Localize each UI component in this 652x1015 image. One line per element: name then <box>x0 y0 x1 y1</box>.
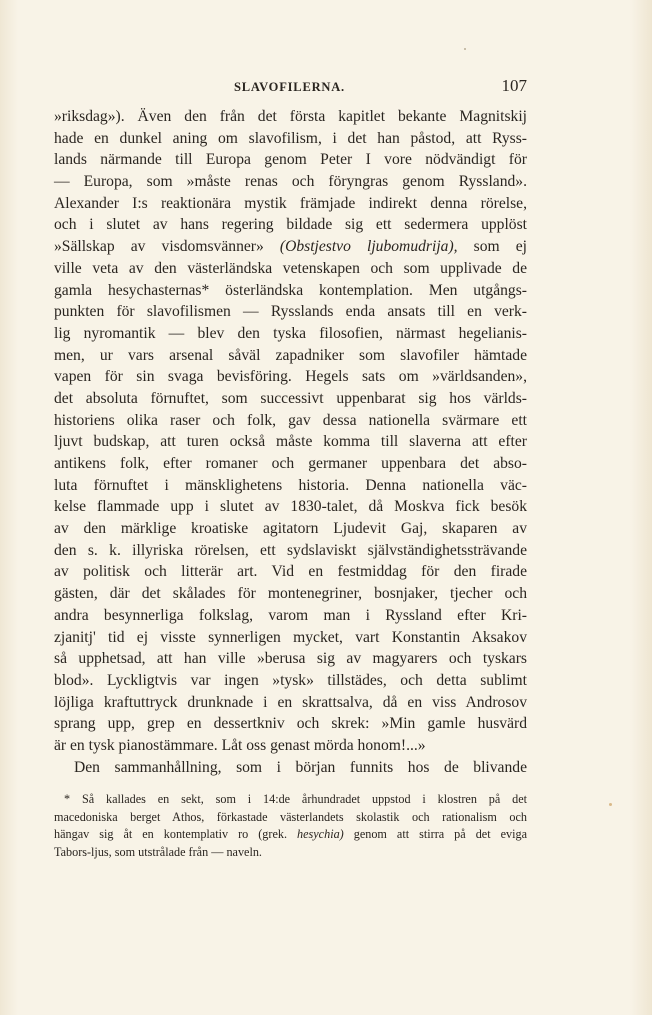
italic-phrase: (Obstjestvo ljubomudrija), <box>279 238 458 256</box>
text-line: det absoluta förnuftet, som successivt uppenbarat sig hos världs- <box>54 389 527 407</box>
footnote-line: Tabors-ljus, som utstrålade från — naveln. <box>54 844 262 859</box>
text-line: är en tysk pianostämmare. Låt oss genast mörda honom!...» <box>54 736 426 754</box>
text-line: lig nyromantik — blev den tyska filosofien, närmast hegelianis- <box>54 324 527 342</box>
text-line: och i slutet av hans regering bildade sig ett sedermera upplöst <box>54 216 527 234</box>
running-title: SLAVOFILERNA. <box>234 80 345 94</box>
text-line: andra besynnerliga folkslag, varom man i Ryssland efter Kri- <box>54 606 527 624</box>
text-line: av den märklige kroatiske agitatorn Ljudevit Gaj, skaparen av <box>54 520 527 538</box>
text-line: ville veta av den västerländska vetenskapen och som upplivade de <box>54 259 527 277</box>
text-line: sprang upp, grep en dessertkniv och skrek: »Min gamle husvärd <box>54 715 527 733</box>
text-line: ljuvt budskap, att turen också måste komma till slaverna att efter <box>54 433 527 451</box>
paper-speck <box>609 803 612 806</box>
body-text <box>54 106 527 778</box>
text-line: vapen för sin svaga bevisföring. Hegels sats om »världsanden», <box>54 368 527 386</box>
text-line: lands närmande till Europa genom Peter I vore nödvändigt för <box>54 151 527 169</box>
text-line: av politisk och litterär art. Vid en festmiddag för den firade <box>54 563 527 581</box>
text-line: blod». Lyckligtvis var ingen »tysk» tillstädes, och detta sublimt <box>54 671 527 689</box>
footnote-line-with-italic: hängav sig åt en kontemplativ ro (grek. hesychia) genom att stirra på det eviga <box>54 827 527 841</box>
footnote-line: macedoniska berget Athos, förkastade västerlandets skolastik och rationalism och <box>54 809 527 824</box>
text-line: kelse flammade upp i slutet av 1830-talet, då Moskva fick besök <box>54 498 527 516</box>
text-line: zjanitj' tid ej visste synnerligen mycket, vart Konstantin Aksakov <box>54 628 527 646</box>
text-line: Den sammanhållning, som i början funnits hos de blivande <box>74 758 527 776</box>
text-line: punkten för slavofilismen — Rysslands enda ansats till en verk- <box>54 303 527 321</box>
text-line: löjliga kraftuttryck drunknade i en skrattsalva, då en viss Androsov <box>54 693 527 711</box>
text-line: hade en dunkel aning om slavofilism, i det han påstod, att Ryss- <box>54 129 527 147</box>
text-line: historiens olika raser och folk, gav dessa nationella svärmare ett <box>54 411 527 429</box>
italic-phrase: hesychia) <box>297 827 344 841</box>
text-line: »riksdag»). Även den från det första kapitlet bekante Magnitskij <box>54 108 527 125</box>
text-line-with-italic: »Sällskap av visdomsvänner» (Obstjestvo ljubomudrija), som ej <box>54 238 527 256</box>
footnote-line: * Så kallades en sekt, som i 14:de århundradet uppstod i klostren på det <box>64 792 527 806</box>
text-line: antikens folk, efter romaner och germaner uppenbara det abso- <box>54 455 527 472</box>
text-line: men, ur vars arsenal såväl zapadniker som slavofiler hämtade <box>54 346 527 364</box>
text-line: så upphetsad, att han ville »berusa sig av magyarers och tyskars <box>54 650 527 668</box>
text-line: — Europa, som »måste renas och föryngras genom Ryssland». <box>54 173 527 191</box>
text-line: gamla hesychasternas* österländska kontemplation. Men utgångs- <box>54 281 527 299</box>
text-line: gästen, där det skålades för montenegriner, bosnjaker, tjecher och <box>54 585 527 603</box>
text-line: luta förnuftet i mänsklighetens historia. Denna nationella väc- <box>54 476 527 494</box>
footnote <box>54 791 527 861</box>
text-line: Alexander I:s reaktionära mystik främjade indirekt denna rörelse, <box>54 194 527 212</box>
text-line: den s. k. illyriska rörelsen, ett sydslaviskt självständighetssträvande <box>54 541 527 559</box>
paper-speck <box>464 48 466 50</box>
page-number: 107 <box>501 76 527 95</box>
page-header <box>54 76 527 100</box>
